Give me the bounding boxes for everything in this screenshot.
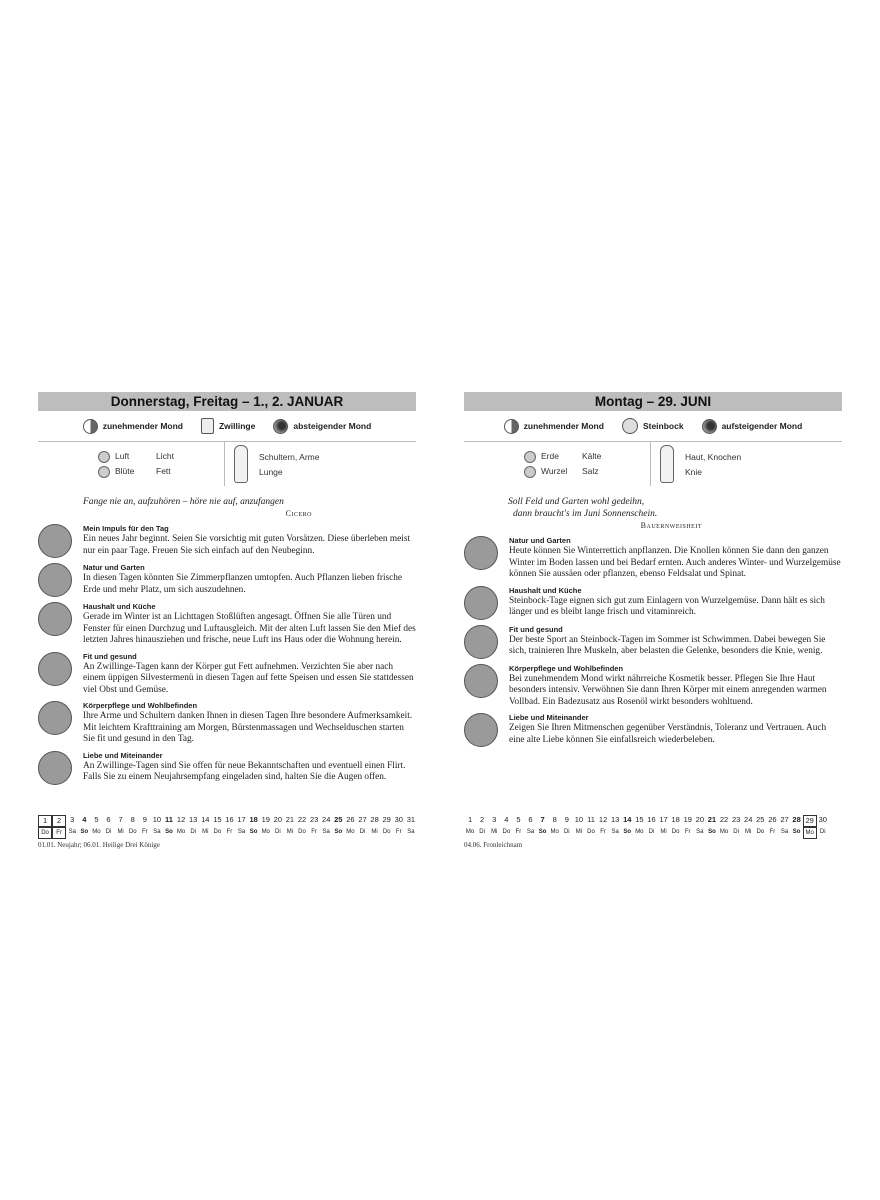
holiday-note: 04.06. Fronleichnam — [464, 841, 523, 849]
organ-label: Lunge — [259, 467, 283, 477]
calendar-day: 7 — [540, 815, 545, 824]
calendar-weekday: Fr — [395, 829, 402, 835]
moon-direction-label: aufsteigender Mond — [721, 421, 803, 431]
calendar-weekday: Mo — [92, 829, 101, 835]
air-icon — [98, 451, 110, 463]
page-header: Montag – 29. JUNI — [464, 392, 842, 411]
month-calendar-left — [38, 815, 417, 839]
calendar-weekday: So — [80, 829, 89, 835]
section-title: Liebe und Miteinander — [509, 713, 589, 722]
calendar-weekday: Mi — [286, 829, 294, 835]
calendar-day: 24 — [744, 815, 753, 824]
calendar-weekday: So — [538, 829, 547, 835]
calendar-weekday: So — [792, 829, 801, 835]
section-bodycare — [464, 664, 842, 709]
calendar-weekday: Sa — [237, 829, 246, 835]
month-calendar-right — [464, 815, 829, 839]
moon-direction-label: absteigender Mond — [293, 421, 372, 431]
calendar-day: 4 — [82, 815, 87, 824]
body-figure-icon — [234, 445, 248, 483]
calendar-day: 27 — [780, 815, 789, 824]
calendar-day: 16 — [225, 815, 234, 824]
calendar-day: 2 — [480, 815, 485, 824]
calendar-weekday: Di — [733, 829, 739, 835]
calendar-weekday: Fr — [311, 829, 317, 835]
calendar-weekday: Di — [479, 829, 485, 835]
section-love — [38, 751, 416, 785]
calendar-day: 30 — [818, 815, 827, 824]
calendar-weekday: Mi — [371, 829, 378, 835]
calendar-weekday: Sa — [407, 829, 415, 835]
section-text: Zeigen Sie Ihren Mitmenschen gegenüber Verständnis, Toleranz und Vertrauen. Auch eine alte Liebe können Sie einfallsreich wiederbeleben. — [509, 723, 827, 745]
element-label-b: Kälte — [582, 451, 602, 461]
calendar-day: 20 — [273, 815, 282, 824]
calendar-day: 10 — [574, 815, 584, 824]
calendar-weekday: Mo — [261, 829, 270, 835]
calendar-day: 4 — [504, 815, 509, 824]
quote: Fange nie an, aufzuhören – höre nie auf, anzufangen — [83, 497, 284, 507]
calendar-weekday: Do — [671, 829, 680, 835]
moon-info-row — [38, 411, 416, 441]
yoga-icon — [464, 625, 498, 659]
calendar-day: 3 — [492, 815, 497, 824]
section-title: Körperpflege und Wohlbefinden — [509, 663, 624, 673]
section-title: Mein Impuls für den Tag — [83, 524, 169, 533]
body-part-label: Haut, Knochen — [685, 452, 742, 462]
calendar-weekday: Mo — [176, 829, 186, 835]
calendar-day: 28 — [792, 815, 801, 824]
calendar-weekday: Mo — [719, 829, 729, 835]
calendar-weekday: Mi — [117, 829, 124, 835]
calendar-day: 6 — [528, 815, 533, 824]
calendar-day: 26 — [768, 815, 777, 824]
organ-label: Knie — [685, 467, 703, 477]
body-figure-icon — [660, 445, 674, 483]
calendar-day: 29 — [803, 815, 817, 827]
calendar-weekday: So — [708, 829, 716, 835]
calendar-day: 1 — [467, 815, 473, 824]
calendar-weekday: Sa — [611, 829, 619, 835]
calendar-day: 8 — [130, 815, 135, 824]
section-title: Natur und Garten — [83, 563, 145, 572]
heart-hands-icon — [38, 751, 72, 785]
page-header: Donnerstag, Freitag – 1., 2. JANUAR — [38, 392, 416, 411]
element-label-b: Licht — [156, 451, 174, 461]
calendar-weekday: Di — [274, 829, 281, 835]
root-icon — [524, 466, 536, 478]
calendar-day: 22 — [297, 815, 307, 824]
page-left — [38, 392, 416, 785]
quote-author: Bauernweisheit — [640, 521, 702, 530]
calendar-day: 26 — [346, 815, 355, 824]
moon-direction-icon — [702, 419, 717, 434]
section-title: Liebe und Miteinander — [83, 750, 163, 760]
plant-part-label: Wurzel — [541, 466, 568, 476]
element-label: Luft — [115, 451, 130, 461]
calendar-day: 5 — [94, 815, 99, 824]
tree-icon — [464, 536, 498, 570]
calendar-day: 29 — [382, 815, 391, 824]
calendar-weekday: Mi — [491, 829, 498, 835]
calendar-day: 21 — [285, 815, 295, 824]
moon-phase-label: zunehmender Mond — [523, 421, 604, 431]
body-part-label: Schultern, Arme — [259, 452, 320, 462]
calendar-day: 1 — [38, 815, 52, 827]
calendar-day: 22 — [719, 815, 729, 824]
calendar-weekday: Fr — [52, 827, 66, 839]
section-text: In diesen Tagen könnten Sie Zimmerpflanzen umtopfen. Auch Pflanzen lieben frische Erde und mehr Platz, um sich auszudehnen. — [83, 573, 403, 595]
page-right — [464, 392, 842, 747]
calendar-day: 6 — [106, 815, 111, 824]
calendar-weekday: Di — [819, 829, 826, 835]
calendar-day: 25 — [756, 815, 765, 824]
calendar-weekday: So — [623, 829, 632, 835]
calendar-weekday: Sa — [322, 829, 330, 835]
mandala-icon — [38, 524, 72, 558]
calendar-weekday: Do — [756, 829, 765, 835]
calendar-day: 14 — [623, 815, 632, 824]
section-fitness — [38, 652, 416, 697]
section-title: Fit und gesund — [509, 624, 563, 634]
section-title: Haushalt und Küche — [509, 585, 582, 595]
calendar-day: 8 — [552, 815, 557, 824]
calendar-weekday: Do — [128, 829, 137, 835]
calendar-weekday: Do — [587, 829, 595, 835]
calendar-weekday: Di — [359, 829, 366, 835]
earth-icon — [524, 451, 536, 463]
calendar-day-numbers — [464, 815, 829, 827]
calendar-day: 23 — [309, 815, 319, 824]
brush-icon — [464, 664, 498, 698]
calendar-day: 14 — [201, 815, 210, 824]
calendar-day: 30 — [394, 815, 403, 824]
zodiac-label: Steinbock — [642, 421, 684, 431]
section-text: An Zwillinge-Tagen sind Sie offen für neue Bekanntschaften und eventuell einen Flirt. Falls Sie zu einem Neujahrsempfang eingeladen sind, halten Sie die Augen offen. — [83, 760, 406, 782]
moon-phase-icon — [83, 419, 98, 434]
nutrient-label: Fett — [156, 466, 171, 476]
calendar-day: 23 — [731, 815, 741, 824]
moon-info-row — [464, 411, 842, 441]
calendar-weekday: Do — [213, 829, 222, 835]
brush-icon — [38, 701, 72, 735]
calendar-weekday: Sa — [696, 829, 704, 835]
section-nature — [38, 563, 416, 597]
calendar-day: 18 — [249, 815, 258, 824]
calendar-day: 9 — [142, 815, 147, 824]
section-text: An Zwillinge-Tagen kann der Körper gut Fett aufnehmen. Verzichten Sie aber nach einem üppigen Silvestermenü in diesen Tagen auf fette Speisen und essen Sie stattdessen viel Obst und Gemüse. — [83, 661, 414, 695]
calendar-day: 17 — [659, 815, 668, 824]
section-title: Körperpflege und Wohlbefinden — [83, 701, 198, 710]
quote-line-2: dann braucht's im Juni Sonnenschein. — [513, 509, 658, 519]
calendar-weekday: So — [249, 829, 258, 835]
calendar-weekday: Fr — [515, 829, 522, 835]
calendar-weekday: Fr — [141, 829, 148, 835]
section-text: Heute können Sie Winterrettich anpflanzen. Die Knollen können Sie dann den ganzen Winter im Boden lassen und bei Bedarf ernten. Auch anderes Winter- und Wurzelgemüse können Sie aussäen oder pflanzen, ebenso Feldsalat und Spinat. — [509, 546, 841, 579]
pot-icon — [464, 586, 498, 620]
calendar-day: 9 — [564, 815, 569, 824]
calendar-weekday: Mi — [660, 829, 667, 835]
calendar-weekday: Mo — [803, 827, 817, 839]
calendar-weekday: Sa — [68, 829, 76, 835]
section-impulse — [38, 524, 416, 558]
calendar-weekday: Mo — [346, 829, 355, 835]
calendar-day: 20 — [695, 815, 704, 824]
calendar-day-numbers — [38, 815, 417, 827]
calendar-weekday: Do — [382, 829, 391, 835]
calendar-weekday: Mi — [575, 829, 583, 835]
zodiac-capricorn-icon — [622, 418, 638, 434]
calendar-day: 13 — [189, 815, 198, 824]
quote-author: Cicero — [285, 509, 312, 518]
calendar-day: 18 — [671, 815, 680, 824]
calendar-weekday: Mo — [550, 829, 559, 835]
calendar-day: 2 — [52, 815, 66, 827]
calendar-weekday: Di — [105, 829, 112, 835]
yoga-icon — [38, 652, 72, 686]
calendar-day: 12 — [176, 815, 186, 824]
section-love — [464, 713, 842, 747]
zodiac-gemini-icon — [201, 418, 214, 434]
quote-line-1: Soll Feld und Garten wohl gedeihn, — [508, 497, 645, 507]
calendar-weekday: Sa — [780, 829, 789, 835]
calendar-day: 16 — [647, 815, 656, 824]
calendar-day: 11 — [587, 815, 595, 824]
calendar-day: 11 — [165, 815, 173, 824]
calendar-weekday: Sa — [526, 829, 535, 835]
calendar-weekday: So — [334, 829, 343, 835]
heart-hands-icon — [464, 713, 498, 747]
calendar-day: 13 — [611, 815, 620, 824]
section-text: Gerade im Winter ist an Lichttagen Stoßlüften angesagt. Öffnen Sie alle Türen und Fenster für einen Durchzug und Luftausgleich. Mit der alten Luft lassen Sie den Mief des letzten Jahres hinausziehen und frische, neue Luft ins Haus oder die Wohnung herein. — [83, 612, 416, 645]
element-label: Erde — [541, 451, 559, 461]
tree-icon — [38, 563, 72, 597]
calendar-weekday: Do — [298, 829, 306, 835]
calendar-weekday: Mi — [745, 829, 752, 835]
calendar-weekday: Sa — [153, 829, 161, 835]
calendar-weekday: Di — [190, 829, 196, 835]
moon-phase-icon — [504, 419, 519, 434]
calendar-day: 25 — [334, 815, 343, 824]
calendar-day: 21 — [707, 815, 717, 824]
calendar-weekday: Di — [563, 829, 570, 835]
calendar-weekday: Fr — [226, 829, 233, 835]
moon-direction-icon — [273, 419, 288, 434]
calendar-day: 7 — [118, 815, 123, 824]
calendar-weekday: Fr — [600, 829, 606, 835]
section-title: Natur und Garten — [509, 536, 571, 545]
calendar-weekday: Fr — [769, 829, 776, 835]
section-text: Bei zunehmendem Mond wirkt nährreiche Kosmetik besser. Pflegen Sie Ihre Haut besonders intensiv. Verwöhnen Sie dann Ihren Körper mit einem anregenden warmen Vollbad. Ein Badezusatz aus Rosenöl wirkt besonders wohltuend. — [509, 673, 827, 707]
calendar-weekday: Do — [38, 827, 52, 839]
calendar-weekday: Mi — [202, 829, 209, 835]
flower-icon — [98, 466, 110, 478]
section-text: Steinbock-Tage eignen sich gut zum Einlagern von Wurzelgemüse. Dann hält es sich länger und es bleibt lange frisch und vitaminreich. — [509, 595, 825, 617]
calendar-day: 27 — [358, 815, 367, 824]
calendar-weekday: Fr — [684, 829, 691, 835]
pot-icon — [38, 602, 72, 636]
calendar-weekday: Di — [648, 829, 655, 835]
section-text: Ein neues Jahr beginnt. Seien Sie vorsichtig mit guten Vorsätzen. Diese überleben meist nur ein paar Tage. Freuen Sie sich einfach auf den Neubeginn. — [83, 534, 411, 556]
calendar-day: 12 — [598, 815, 608, 824]
moon-phase-label: zunehmender Mond — [102, 421, 183, 431]
section-fitness — [464, 625, 842, 659]
plant-part-label: Blüte — [115, 466, 135, 476]
section-text: Ihre Arme und Schultern danken Ihnen in diesen Tagen Ihre besondere Aufmerksamkeit. Mit leichtem Krafttraining am Morgen, Bürstenmassagen und Wechselduschen starten Sie fit und gesund in den Tag. — [83, 711, 413, 744]
calendar-weekday: Mo — [465, 829, 475, 835]
calendar-day: 3 — [70, 815, 75, 824]
element-info — [38, 442, 416, 486]
section-title: Haushalt und Küche — [83, 602, 156, 611]
section-bodycare — [38, 701, 416, 746]
section-household — [464, 586, 842, 620]
calendar-day: 17 — [237, 815, 246, 824]
calendar-weekdays — [38, 827, 417, 839]
calendar-day: 19 — [683, 815, 692, 824]
calendar-weekday: So — [165, 829, 173, 835]
calendar-day: 31 — [406, 815, 416, 824]
section-text: Der beste Sport an Steinbock-Tagen im Sommer ist Schwimmen. Dabei bewegen Sie sich, trainieren Ihre Muskeln, aber belasten die Gelenke, besonders die Knie, wenig. — [509, 634, 826, 656]
calendar-weekday: Do — [502, 829, 511, 835]
calendar-weekdays — [464, 827, 829, 839]
calendar-day: 10 — [152, 815, 162, 824]
calendar-day: 15 — [635, 815, 644, 824]
section-household — [38, 602, 416, 647]
calendar-day: 15 — [213, 815, 222, 824]
section-nature — [464, 536, 842, 581]
calendar-weekday: Mo — [635, 829, 644, 835]
section-title: Fit und gesund — [83, 651, 137, 661]
calendar-day: 5 — [516, 815, 521, 824]
zodiac-label: Zwillinge — [218, 421, 256, 431]
nutrient-label: Salz — [582, 466, 599, 476]
calendar-day: 28 — [370, 815, 379, 824]
element-info — [464, 442, 842, 486]
calendar-day: 24 — [322, 815, 331, 824]
calendar-day: 19 — [261, 815, 270, 824]
holiday-note: 01.01. Neujahr; 06.01. Heilige Drei Könige — [38, 841, 160, 849]
